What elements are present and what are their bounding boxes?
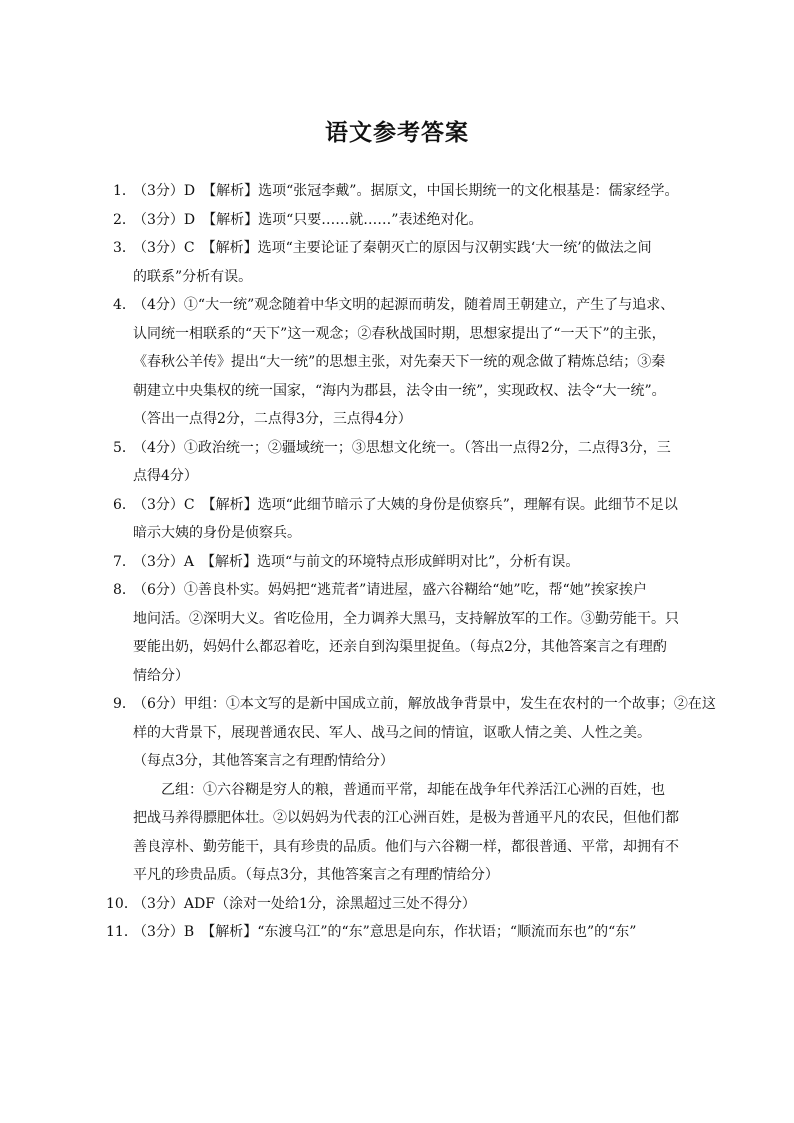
item-number: 7． xyxy=(113,553,136,570)
answer-line: 善良淳朴、勤劳能干，具有珍贵的品质。他们与六谷糊一样，都很普通、平常，却拥有不 xyxy=(133,838,679,855)
answer-line: 平凡的珍贵品质。（每点3分，其他答案言之有理酌情给分） xyxy=(133,867,499,883)
answer-line: （4分）①“大一统”观念随着中华文明的起源而萌发，随着周王朝建立，产生了与追求、 xyxy=(133,297,675,313)
answer-item xyxy=(113,491,693,548)
answer-item xyxy=(113,576,693,690)
answer-line: （3分）C 【解析】选项“主要论证了秦朝灭亡的原因与汉朝实践‘大一统’的做法之间 xyxy=(133,240,652,256)
answer-list xyxy=(106,177,716,947)
answer-item xyxy=(113,434,693,491)
answer-item xyxy=(113,234,693,291)
item-number: 2． xyxy=(113,211,136,228)
answer-line: （每点3分，其他答案言之有理酌情给分） xyxy=(133,753,394,769)
answer-line: 朝建立中央集权的统一国家，“海内为郡县，法令由一统”，实现政权、法令“大一统”。 xyxy=(133,382,666,399)
answer-line: （6分）甲组：①本文写的是新中国成立前，解放战争背景中，发生在农村的一个故事；②在这 xyxy=(133,696,716,712)
answer-line: （3分）C 【解析】选项“此细节暗示了大姨的身份是侦察兵”，理解有误。此细节不足以 xyxy=(133,496,678,513)
answer-item xyxy=(113,548,693,577)
answer-line: （3分）D 【解析】选项“张冠李戴”。据原文，中国长期统一的文化根基是：儒家经学。 xyxy=(133,183,679,199)
page-title: 语文参考答案 xyxy=(325,119,469,146)
item-number: 8． xyxy=(113,582,136,598)
item-number: 5． xyxy=(113,439,136,456)
item-number: 6． xyxy=(113,496,136,513)
answer-line: （答出一点得2分，二点得3分，三点得4分） xyxy=(133,411,412,427)
item-number: 1． xyxy=(113,183,136,199)
item-number: 9． xyxy=(113,696,136,712)
item-number: 11． xyxy=(106,924,138,940)
answer-line: 地问活。②深明大义。省吃俭用，全力调养大黑马，支持解放军的工作。③勤劳能干。只 xyxy=(133,610,679,627)
answer-item xyxy=(106,918,693,947)
answer-line: 认同统一相联系的“天下”这一观念；②春秋战国时期，思想家提出了“一天下”的主张， xyxy=(133,325,666,342)
answer-line: 暗示大姨的身份是侦察兵。 xyxy=(133,525,301,541)
answer-item xyxy=(113,206,693,235)
answer-line: 把战马养得膘肥体壮。②以妈妈为代表的江心洲百姓，是极为普通平凡的农民，但他们都 xyxy=(133,810,679,826)
answer-item xyxy=(113,177,693,206)
answer-line: 《春秋公羊传》提出“大一统”的思想主张，对先秦天下一统的观念做了精炼总结；③秦 xyxy=(133,354,666,370)
answer-line: （3分）B 【解析】“东渡乌江”的“东”意思是向东，作状语；“顺流而东也”的“东” xyxy=(133,924,637,940)
answer-item xyxy=(106,890,693,919)
item-number: 10． xyxy=(106,895,138,912)
answer-line: （3分）A 【解析】选项“与前文的环境特点形成鲜明对比”，分析有误。 xyxy=(133,553,580,570)
answer-line: （6分）①善良朴实。妈妈把“逃荒者”请进屋，盛六谷糊给“她”吃，帮“她”挨家挨户 xyxy=(133,582,647,598)
answer-line: （4分）①政治统一；②疆域统一；③思想文化统一。（答出一点得2分，二点得3分，三 xyxy=(133,439,671,456)
item-number: 3． xyxy=(113,240,136,256)
answer-line: （3分）D 【解析】选项“只要……就……”表述绝对化。 xyxy=(133,211,483,228)
answer-item xyxy=(113,690,716,890)
item-number: 4． xyxy=(113,297,136,313)
answer-item xyxy=(113,291,693,434)
answer-line: （3分）ADF（涂对一处给1分，涂黑超过三处不得分） xyxy=(133,895,476,912)
answer-line: 样的大背景下，展现普通农民、军人、战马之间的情谊，讴歌人情之美、人性之美。 xyxy=(133,724,651,741)
answer-line: 点得4分） xyxy=(133,468,198,484)
answer-line: 情给分） xyxy=(133,667,189,684)
answer-line: 乙组：①六谷糊是穷人的粮，普通而平常，却能在战争年代养活江心洲的百姓，也 xyxy=(133,781,665,798)
answer-line: 要能出奶，妈妈什么都忍着吃，还亲自到沟渠里捉鱼。（每点2分，其他答案言之有理酌 xyxy=(133,639,667,655)
answer-line: 的联系”分析有误。 xyxy=(133,268,253,285)
